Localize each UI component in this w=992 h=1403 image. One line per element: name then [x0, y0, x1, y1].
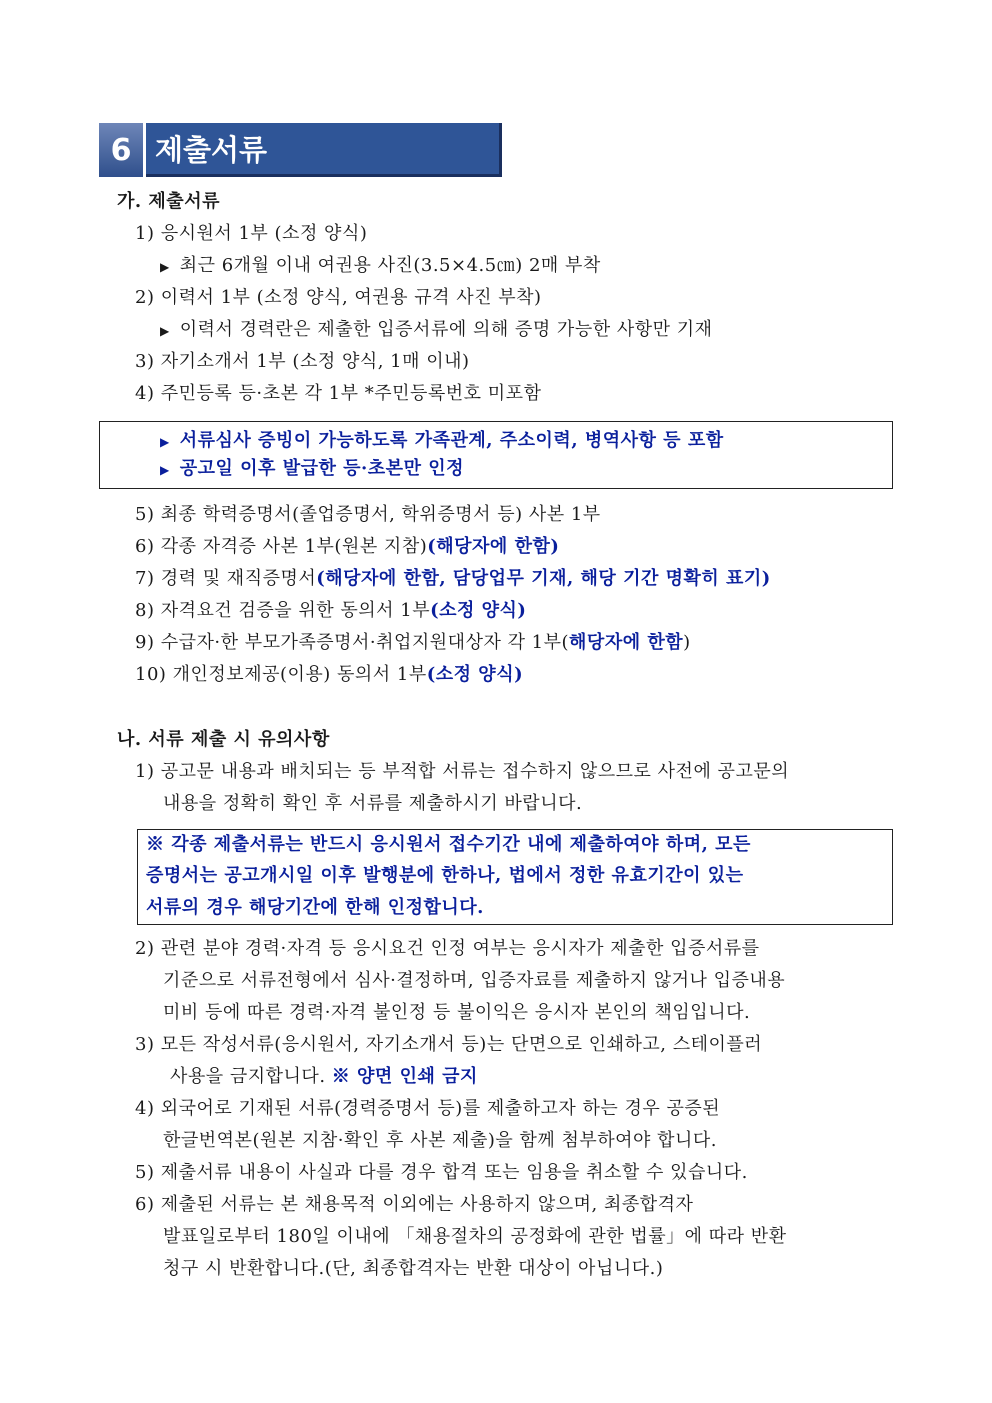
part-a-heading: 가. 제출서류: [117, 191, 220, 212]
notice-box-a-line-1: ▶ 서류심사 증빙이 가능하도록 가족관계, 주소이력, 병역사항 등 포함: [160, 430, 724, 451]
notice-box-a-line-2: ▶ 공고일 이후 발급한 등·초본만 인정: [160, 458, 464, 479]
section-header: [99, 123, 502, 177]
item-8-emphasis: (소정 양식): [430, 600, 527, 621]
note-1-line-1: 1) 공고문 내용과 배치되는 등 부적합 서류는 접수하지 않으므로 사전에 공고문의: [135, 761, 790, 782]
item-4: 4) 주민등록 등·초본 각 1부 *주민등록번호 미포함: [135, 383, 542, 404]
note-3-line-2: 사용을 금지합니다. ※ 양면 인쇄 금지: [170, 1066, 478, 1087]
notice-box-b-line-1: ※ 각종 제출서류는 반드시 응시원서 접수기간 내에 제출하여야 하며, 모든: [146, 834, 751, 855]
note-3-emphasis: ※ 양면 인쇄 금지: [331, 1066, 478, 1087]
note-2-line-2: 기준으로 서류전형에서 심사·결정하며, 입증자료를 제출하지 않거나 입증내용: [163, 970, 786, 991]
item-2-sub: ▶ 이력서 경력란은 제출한 입증서류에 의해 증명 가능한 사항만 기재: [160, 319, 713, 340]
triangle-bullet-icon: ▶: [160, 463, 170, 477]
part-b-heading: 나. 서류 제출 시 유의사항: [117, 729, 330, 750]
note-6-line-1: 6) 제출된 서류는 본 채용목적 이외에는 사용하지 않으며, 최종합격자: [135, 1194, 694, 1215]
note-1-line-2: 내용을 정확히 확인 후 서류를 제출하시기 바랍니다.: [163, 793, 583, 814]
item-7-emphasis: (해당자에 한함, 담당업무 기재, 해당 기간 명확히 표기): [316, 568, 771, 589]
item-10: 10) 개인정보제공(이용) 동의서 1부(소정 양식): [135, 664, 524, 685]
note-3-line-1: 3) 모든 작성서류(응시원서, 자기소개서 등)는 단면으로 인쇄하고, 스테이플러: [135, 1034, 763, 1055]
item-7: 7) 경력 및 재직증명서(해당자에 한함, 담당업무 기재, 해당 기간 명확히 표기): [135, 568, 771, 589]
note-4-line-2: 한글번역본(원본 지참·확인 후 사본 제출)을 함께 첨부하여야 합니다.: [163, 1130, 718, 1151]
note-4-line-1: 4) 외국어로 기재된 서류(경력증명서 등)를 제출하고자 하는 경우 공증된: [135, 1098, 721, 1119]
item-6-emphasis: (해당자에 한함): [427, 536, 560, 557]
note-2-line-1: 2) 관련 분야 경력·자격 등 응시요건 인정 여부는 응시자가 제출한 입증서류를: [135, 938, 760, 959]
item-9: 9) 수급자·한 부모가족증명서·취업지원대상자 각 1부(해당자에 한함): [135, 632, 691, 653]
item-6: 6) 각종 자격증 사본 1부(원본 지참)(해당자에 한함): [135, 536, 560, 557]
item-2: 2) 이력서 1부 (소정 양식, 여권용 규격 사진 부착): [135, 287, 542, 308]
item-1-sub: ▶ 최근 6개월 이내 여권용 사진(3.5×4.5㎝) 2매 부착: [160, 255, 601, 276]
note-5: 5) 제출서류 내용이 사실과 다를 경우 합격 또는 임용을 취소할 수 있습니다.: [135, 1162, 748, 1183]
note-2-line-3: 미비 등에 따른 경력·자격 불인정 등 불이익은 응시자 본인의 책임입니다.: [163, 1002, 751, 1023]
triangle-bullet-icon: ▶: [160, 435, 170, 449]
item-9-emphasis: 해당자에 한함: [569, 632, 684, 653]
item-10-emphasis: (소정 양식): [426, 664, 524, 685]
item-8: 8) 자격요건 검증을 위한 동의서 1부(소정 양식): [135, 600, 527, 621]
notice-box-b-line-3: 서류의 경우 해당기간에 한해 인정합니다.: [146, 897, 484, 918]
triangle-bullet-icon: ▶: [160, 260, 170, 274]
item-1: 1) 응시원서 1부 (소정 양식): [135, 223, 368, 244]
item-3: 3) 자기소개서 1부 (소정 양식, 1매 이내): [135, 351, 470, 372]
section-number: 6: [99, 123, 143, 177]
section-title: 제출서류: [146, 123, 502, 177]
note-6-line-3: 청구 시 반환합니다.(단, 최종합격자는 반환 대상이 아닙니다.): [163, 1258, 664, 1279]
notice-box-b-line-2: 증명서는 공고개시일 이후 발행분에 한하나, 법에서 정한 유효기간이 있는: [146, 865, 744, 886]
note-6-line-2: 발표일로부터 180일 이내에 「채용절차의 공정화에 관한 법률」에 따라 반환: [163, 1226, 787, 1247]
triangle-bullet-icon: ▶: [160, 324, 170, 338]
item-5: 5) 최종 학력증명서(졸업증명서, 학위증명서 등) 사본 1부: [135, 504, 601, 525]
